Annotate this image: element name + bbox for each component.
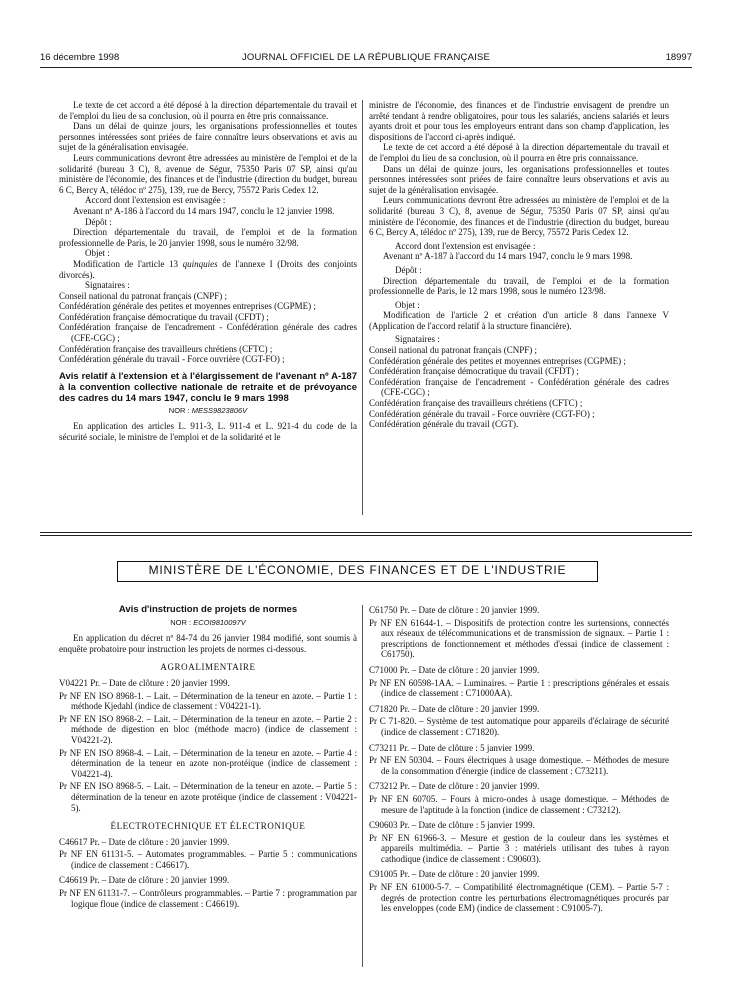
paragraph: Leurs communications devront être adressées au ministère de l'emploi et de la solidarité (bureau 3 C), 8, avenue de Ségur, 75350 Paris 07 SP, ainsi qu'au ministère de l'économie, des finances et de l'industrie (direction du budget, bureau 6 C, Bercy A, télédoc nº 275), 139, rue de Bercy, 75572 Paris Cedex 12.: [59, 152, 357, 195]
section-heading-electrotechnique: ÉLECTROTECHNIQUE ET ÉLECTRONIQUE: [110, 821, 306, 832]
section-heading-agroalimentaire: AGROALIMENTAIRE: [160, 662, 256, 673]
paragraph: Dans un délai de quinze jours, les organisations professionnelles et toutes personnes intéressées sont priées de faire connaître leurs observations et avis au sujet de la généralisation envisagée.: [59, 121, 357, 153]
norm-entry: C46617 Pr. – Date de clôture : 20 janvier 1999.: [59, 836, 230, 847]
accord-label: Accord dont l'extension est envisagée :: [85, 195, 226, 206]
column-2: [369, 100, 669, 430]
objet-text: [59, 259, 357, 280]
depot-text: Direction départementale du travail, de l'emploi et de la formation professionnelle de Paris, le 12 mars 1998, sous le numéro 123/98.: [369, 275, 669, 297]
norm-entry: Pr NF EN 61000-5-7. – Compatibilité électromagnétique (CEM). – Partie 5-7 : degrés de protection contre les perturbations électromagnétiques procurés par les enveloppes (code EM) (indice de classement : C91005-7).: [369, 882, 669, 914]
signataire-item: Confédération française des travailleurs chrétiens (CFTC) ;: [59, 343, 273, 354]
objet-text-emphasis: quinquies: [182, 258, 218, 269]
paragraph: Leurs communications devront être adressées au ministère de l'emploi et de la solidarité (bureau 3 C), 8, avenue de Ségur, 75350 Paris 07 SP, ainsi qu'au ministère de l'économie, des finances et de l'industrie (direction du budget, bureau 6 C, Bercy A, télédoc nº 275), 139, rue de Bercy, 75572 Paris Cedex 12.: [369, 195, 669, 238]
nor-code: ECOI9810097V: [193, 617, 246, 627]
column-4: [369, 605, 669, 914]
norm-entry: Pr NF EN 60705. – Fours à micro-ondes à usage domestique. – Méthodes de mesure de l'aptitude à la fonction (indice de classement : C73212).: [369, 793, 669, 815]
signataire-item: Confédération générale du travail - Force ouvrière (CGT-FO) ;: [59, 354, 285, 365]
objet-text-part: de l'annexe I (Droits des conjoints divorcés).: [59, 258, 358, 280]
norm-entry: C71820 Pr. – Date de clôture : 20 janvier 1999.: [369, 703, 540, 714]
intro-paragraph: En application du décret nº 84-74 du 26 janvier 1984 modifié, sont soumis à enquête probatoire pour instruction les projets de normes ci-dessous.: [59, 633, 357, 654]
signataire-item: Confédération générale des petites et moyennes entreprises (CGPME) ;: [59, 301, 316, 312]
norm-entry: Pr NF EN ISO 8968-1. – Lait. – Détermination de la teneur en azote. – Partie 1 : méthode Kjedahl (indice de classement : V04221-1).: [59, 690, 357, 712]
paragraph: En application des articles L. 911-3, L. 911-4 et L. 921-4 du code de la sécurité sociale, le ministre de l'emploi et de la solidarité et le: [59, 421, 357, 443]
signataire-item: Conseil national du patronat français (CNPF) ;: [369, 345, 537, 356]
norm-entry: C73212 Pr. – Date de clôture : 20 janvier 1999.: [369, 781, 540, 792]
column-3: [59, 605, 357, 909]
signataires-list: [369, 345, 669, 430]
signataire-item: Confédération générale du travail (CGT).: [369, 419, 519, 430]
paragraph: Dans un délai de quinze jours, les organisations professionnelles et toutes personnes intéressées sont priées de faire connaître leurs observations et avis au sujet de la généralisation envisagée.: [369, 163, 669, 195]
signataires-label: Signataires :: [395, 334, 440, 345]
signataire-item: Confédération générale du travail - Force ouvrière (CGT-FO) ;: [369, 408, 595, 419]
norm-entry: Pr NF EN 60598-1AA. – Luminaires. – Partie 1 : prescriptions générales et essais (indice de classement : C71000AA).: [369, 677, 669, 699]
column-1: [59, 100, 357, 443]
norm-entry: Pr NF EN 61131-7. – Contrôleurs programmables. – Partie 7 : programmation par logique floue (indice de classement : C46619).: [59, 888, 357, 909]
norm-list-continued: [369, 605, 669, 914]
header-journal-title: JOURNAL OFFICIEL DE LA RÉPUBLIQUE FRANÇAISE: [241, 52, 491, 63]
ministry-title: MINISTÈRE DE L'ÉCONOMIE, DES FINANCES ET DE L'INDUSTRIE: [148, 563, 567, 577]
norm-entry: Pr NF EN 61644-1. – Dispositifs de protection contre les surtensions, connectés aux réseaux de télécommunications et de transmission de signaux. – Partie 1 : prescriptions de fonctionnement et méthodes d'essai (indice de classement : C61750).: [369, 617, 669, 660]
avis-normes-title: Avis d'instruction de projets de normes: [118, 604, 298, 615]
paragraph: Le texte de cet accord a été déposé à la direction départementale du travail et de l'emploi du lieu de sa conclusion, où il pourra en être pris connaissance.: [59, 100, 357, 121]
nor-code: MESS9823806V: [191, 405, 248, 415]
norm-entry: C46619 Pr. – Date de clôture : 20 janvier 1999.: [59, 875, 230, 886]
norm-entry: Pr C 71-820. – Système de test automatique pour appareils d'éclairage de sécurité (indice de classement : C71820).: [369, 716, 669, 737]
norm-entry: Pr NF EN 61131-5. – Automates programmables. – Partie 5 : communications (indice de classement : C46617).: [59, 849, 357, 870]
section-rule: [40, 535, 692, 536]
header-date: 16 décembre 1998: [40, 52, 120, 63]
norm-entry: C90603 Pr. – Date de clôture : 5 janvier 1999.: [369, 820, 535, 831]
signataires-list: [59, 291, 357, 365]
signataire-item: Confédération française des travailleurs chrétiens (CFTC) ;: [369, 398, 583, 409]
depot-label: Dépôt :: [85, 216, 112, 227]
nor-label: NOR :: [170, 617, 194, 627]
signataires-label: Signataires :: [85, 280, 130, 291]
depot-label: Dépôt :: [395, 264, 422, 275]
norm-entry: C71000 Pr. – Date de clôture : 20 janvier 1999.: [369, 664, 540, 675]
objet-text-part: Modification de l'article 13: [73, 258, 183, 269]
header-page-number: 18997: [665, 52, 692, 63]
nor-label: NOR :: [168, 405, 192, 415]
signataire-item: Confédération française démocratique du travail (CFDT) ;: [59, 311, 269, 322]
accord-label: Accord dont l'extension est envisagée :: [395, 240, 536, 251]
norm-entry: Pr NF EN ISO 8968-5. – Lait. – Détermination de la teneur en azote. – Partie 5 : détermination de la teneur en azote protéique (indice de classement : V04221-5).: [59, 781, 357, 813]
header-rule: [40, 67, 692, 68]
norm-entry: Pr NF EN 61966-3. – Mesure et gestion de la couleur dans les systèmes et appareils multimédia. – Partie 3 : matériels utilisant des tubes à rayon cathodique (indice de classement : C90603).: [369, 832, 669, 864]
norm-entry: C61750 Pr. – Date de clôture : 20 janvier 1999.: [369, 605, 540, 615]
norm-entry: Pr NF EN ISO 8968-4. – Lait. – Détermination de la teneur en azote. – Partie 4 : détermination de la teneur en azote non-protéique (indice de classement : V04221-4).: [59, 747, 357, 779]
paragraph: ministre de l'économie, des finances et de l'industrie envisagent de prendre un arrêté tendant à rendre obligatoires, pour tous les salariés, anciens salariés et leurs ayants droit et pour tous les employeurs entrant dans son champ d'application, les dispositions de l'accord ci-après indiqué.: [369, 100, 669, 142]
paragraph: Le texte de cet accord a été déposé à la direction départementale du travail et de l'emploi du lieu de sa conclusion, où il pourra en être pris connaissance.: [369, 142, 669, 163]
norm-entry: Pr NF EN 50304. – Fours électriques à usage domestique. – Méthodes de mesure de la consommation d'énergie (indice de classement : C73211).: [369, 755, 669, 776]
norm-entry: V04221 Pr. – Date de clôture : 20 janvier 1999.: [59, 677, 230, 688]
signataire-item: Confédération française de l'encadrement - Confédération générale des cadres (CFE-CGC) ;: [59, 322, 357, 344]
norm-list-agroalimentaire: [59, 678, 357, 813]
norm-entry: C73211 Pr. – Date de clôture : 5 janvier 1999.: [369, 742, 535, 753]
nor-line: [59, 618, 357, 629]
section-rule: [40, 532, 692, 533]
signataire-item: Confédération française de l'encadrement - Confédération générale des cadres (CFE-CGC) ;: [369, 376, 669, 398]
norm-list-electrotechnique: [59, 837, 357, 910]
nor-line: [59, 406, 357, 417]
objet-label: Objet :: [395, 299, 420, 310]
column-divider: [362, 605, 363, 967]
signataire-item: Confédération française démocratique du travail (CFDT) ;: [369, 366, 579, 377]
objet-label: Objet :: [85, 248, 110, 259]
avenant-text: Avenant nº A-187 à l'accord du 14 mars 1947, conclu le 9 mars 1998.: [383, 251, 633, 262]
objet-text: Modification de l'article 2 et création d'un article 8 dans l'annexe V (Application de l'accord relatif à la structure financière).: [369, 310, 669, 331]
page-header: [40, 52, 692, 66]
norm-entry: Pr NF EN ISO 8968-2. – Lait. – Détermination de la teneur en azote. – Partie 2 : méthode de digestion en bloc (méthode macro) (indice de classement : V04221-2).: [59, 713, 357, 745]
avenant-text: Avenant nº A-186 à l'accord du 14 mars 1947, conclu le 12 janvier 1998.: [73, 205, 335, 216]
signataire-item: Conseil national du patronat français (CNPF) ;: [59, 290, 227, 301]
depot-text: Direction départementale du travail, de l'emploi et de la formation professionnelle de Paris, le 20 janvier 1998, sous le numéro 32/98.: [59, 227, 357, 248]
signataire-item: Confédération générale des petites et moyennes entreprises (CGPME) ;: [369, 355, 626, 366]
column-divider: [362, 100, 363, 515]
avis-extension-title: Avis relatif à l'extension et à l'élargissement de l'avenant nº A-187 à la convention collective nationale de retraite et de prévoyance des cadres du 14 mars 1947, conclu le 9 mars 1998: [59, 370, 357, 404]
norm-entry: C91005 Pr. – Date de clôture : 20 janvier 1999.: [369, 869, 540, 880]
